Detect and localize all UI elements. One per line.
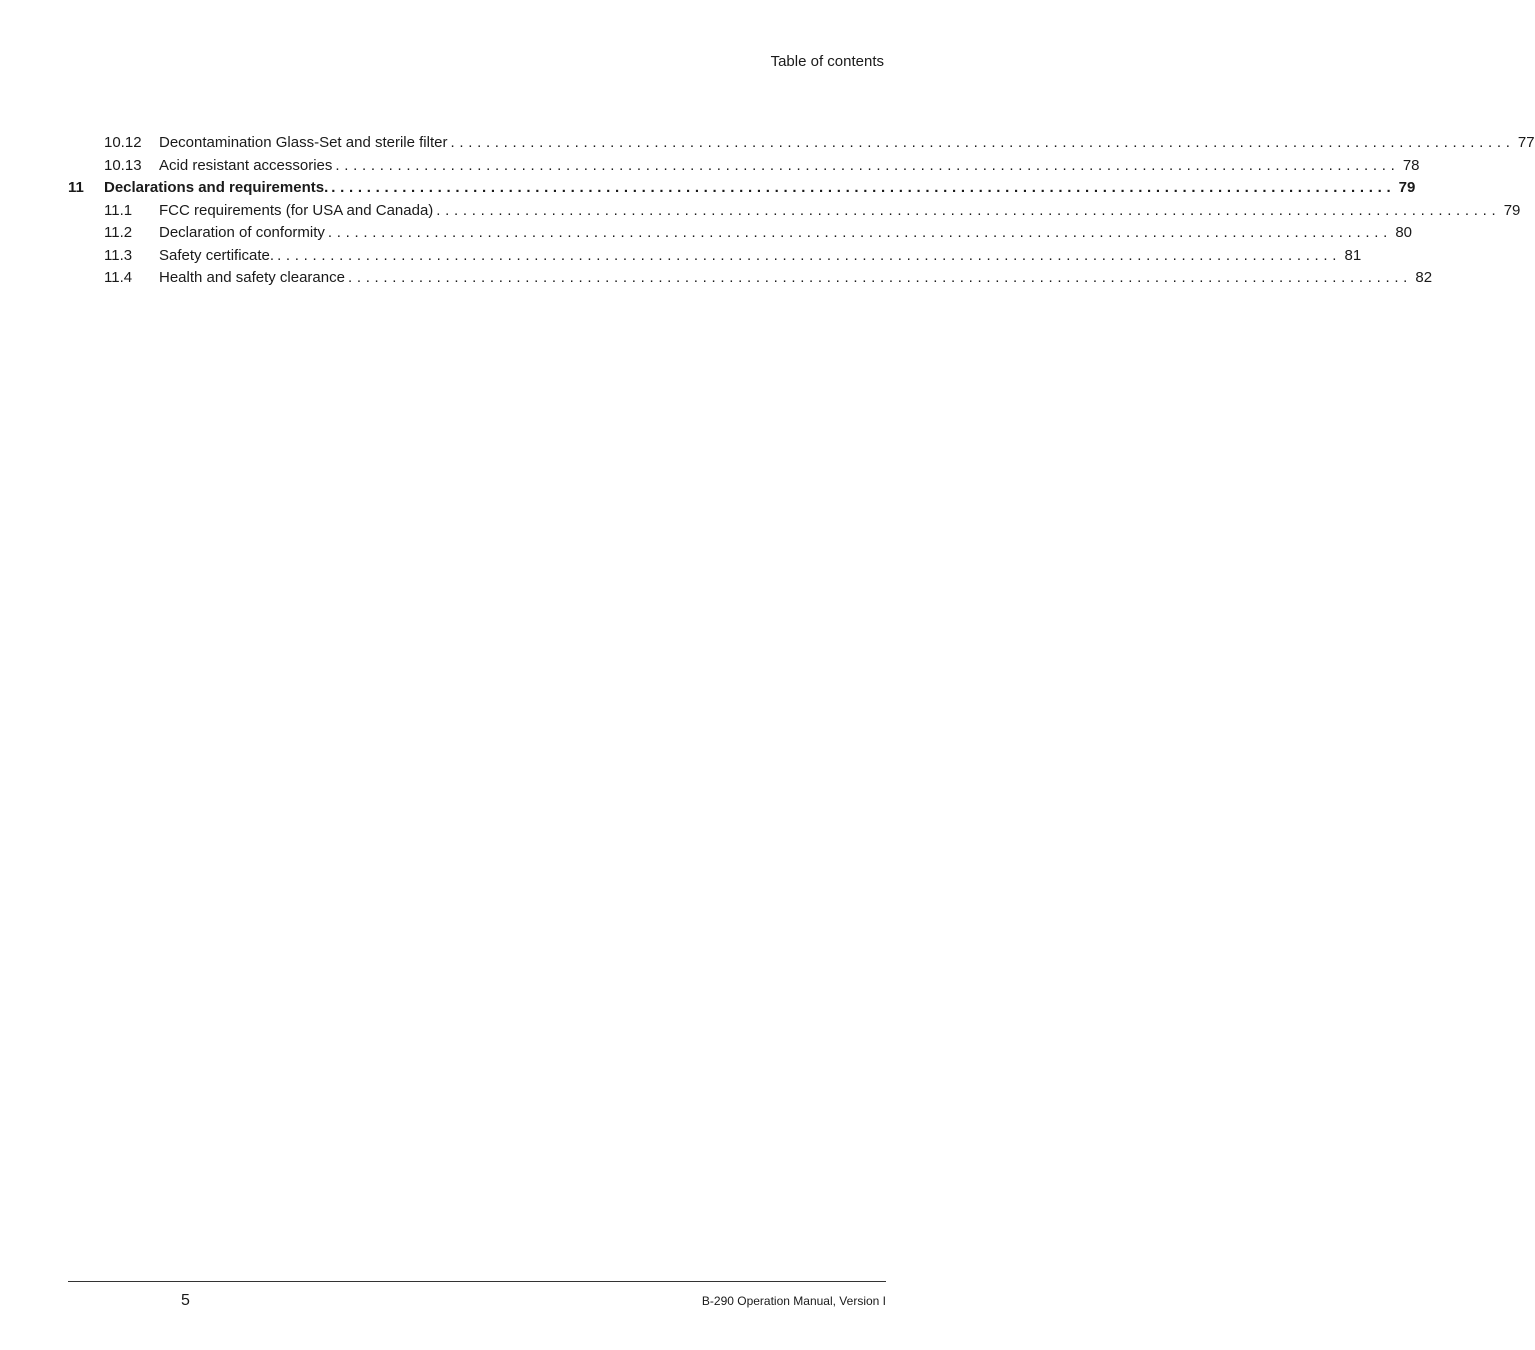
toc-leader-dots: ........................................................................................................................ bbox=[277, 246, 1342, 264]
toc-entry-page: 77 bbox=[1517, 134, 1535, 151]
toc-entry[interactable] bbox=[68, 245, 1362, 268]
table-of-contents bbox=[68, 132, 1535, 290]
toc-entry-number: 11.4 bbox=[104, 269, 133, 286]
toc-entry-number: 11.3 bbox=[104, 246, 133, 264]
toc-entry-number: 10.12 bbox=[104, 134, 142, 151]
toc-leader-dots: ........................................................................................................................ bbox=[335, 156, 1400, 174]
page-number: 5 bbox=[181, 1292, 190, 1309]
toc-leader-dots: ........................................................................................................................ bbox=[436, 201, 1501, 219]
toc-entry-number: 10.13 bbox=[104, 156, 142, 174]
toc-entry-title: FCC requirements (for USA and Canada) bbox=[159, 201, 434, 219]
toc-entry-page: 78 bbox=[1402, 156, 1420, 174]
toc-entry-number: 11.1 bbox=[104, 201, 133, 219]
toc-entry[interactable] bbox=[68, 200, 1521, 223]
toc-chapter-entry[interactable] bbox=[68, 177, 1416, 200]
toc-entry-page: 82 bbox=[1415, 269, 1433, 286]
toc-entry-title: Acid resistant accessories bbox=[159, 156, 333, 174]
toc-entry-page: 80 bbox=[1395, 224, 1413, 241]
toc-entry-title: Decontamination Glass-Set and sterile filter bbox=[159, 134, 448, 151]
toc-entry-title: Safety certificate. bbox=[159, 246, 275, 264]
toc-entry-number: 11.2 bbox=[104, 224, 133, 241]
toc-entry[interactable] bbox=[68, 267, 1433, 290]
toc-chapter-number: 11 bbox=[68, 179, 84, 196]
toc-entry-title: Health and safety clearance bbox=[159, 269, 345, 286]
toc-entry-page: 81 bbox=[1344, 246, 1362, 264]
toc-entry-page: 79 bbox=[1503, 201, 1521, 219]
running-header: Table of contents bbox=[770, 53, 884, 70]
toc-chapter-page: 79 bbox=[1398, 179, 1416, 196]
toc-leader-dots: ........................................................................................................................ bbox=[331, 179, 1396, 196]
toc-leader-dots: ........................................................................................................................ bbox=[450, 134, 1515, 151]
footer-divider bbox=[68, 1281, 886, 1282]
toc-entry[interactable] bbox=[68, 132, 1535, 155]
toc-entry-title: Declaration of conformity bbox=[159, 224, 325, 241]
footer-document-title: B-290 Operation Manual, Version I bbox=[701, 1294, 886, 1308]
toc-entry[interactable] bbox=[68, 155, 1420, 178]
toc-entry[interactable] bbox=[68, 222, 1413, 245]
toc-leader-dots: ........................................................................................................................ bbox=[327, 224, 1393, 241]
toc-leader-dots: ........................................................................................................................ bbox=[347, 269, 1413, 286]
toc-chapter-title: Declarations and requirements. bbox=[104, 179, 329, 196]
